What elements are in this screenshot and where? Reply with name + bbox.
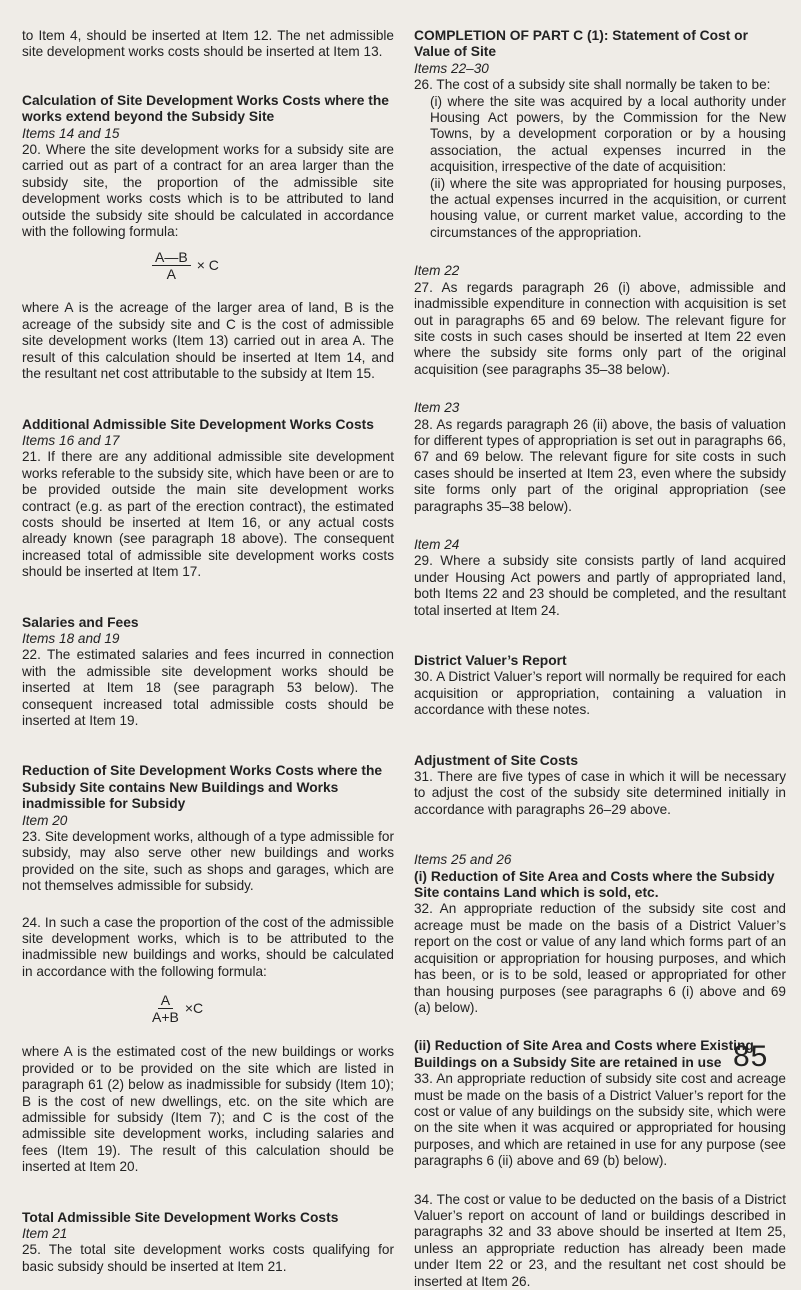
fraction xyxy=(152,249,191,282)
paragraph-26-i: (i) where the site was acquired by a local authority under Housing Act powers, by the Commission for the New Towns, by a development corporation or by a housing association, the actual expenses incurred in the acquisition, irrespective of the date of acquisition: xyxy=(430,93,786,175)
left-column xyxy=(22,28,394,1275)
fraction-numerator: A xyxy=(158,992,173,1009)
formula-multiplier: ×C xyxy=(184,1000,204,1017)
paragraph-30: 30. A District Valuer’s report will normally be required for each acquisition or appropriation, containing a valuation in accordance with these notes. xyxy=(414,669,786,718)
paragraph-24: 24. In such a case the proportion of the cost of the admissible site development works, which is to be attributed to the inadmissible new buildings and works, should be calculated in accordance with the following formula: xyxy=(22,914,394,979)
formula-1 xyxy=(152,240,394,290)
paragraph-23: 23. Site development works, although of a type admissible for subsidy, may also serve other new buildings and works provided on the site, such as shops and garages, which are not themselves admissible for subsidy. xyxy=(22,829,394,894)
section-heading: COMPLETION OF PART C (1): Statement of Cost or Value of Site xyxy=(414,28,748,60)
paragraph-21: 21. If there are any additional admissible site development works referable to the subsidy site, which have been or are to be provided outside the main site development works contract (e.g. as part of the erection contract), the estimated costs should be inserted at Item 16, or any actual costs already known (see paragraph 18 above). The consequent increased total of admissible site development works costs should be inserted at Item 17. xyxy=(22,449,394,580)
paragraph-26-ii: (ii) where the site was appropriated for housing purposes, the actual expenses incurred in the acquisition, or current housing value, or current market value, according to the circumstances of the appropriation. xyxy=(430,175,786,240)
paragraph-26: 26. The cost of a subsidy site shall normally be taken to be: xyxy=(414,77,771,93)
paragraph-formula-explanation: where A is the acreage of the larger area of land, B is the acreage of the subsidy site and C is the cost of admissible site development works (Item 13) carried out in area A. The result of this calculation should be inserted at Item 14, and the resultant net cost attributable to the subsidy at Item 15. xyxy=(22,300,394,382)
fraction-numerator: A—B xyxy=(152,249,191,266)
paragraph-31: 31. There are five types of case in which it will be necessary to adjust the cost of the subsidy site determined initially in accordance with paragraphs 26–29 above. xyxy=(414,769,786,817)
items-label: Item 20 xyxy=(22,812,68,828)
items-label: Item 24 xyxy=(414,536,460,552)
items-label: Items 16 and 17 xyxy=(22,432,120,448)
items-label: Items 18 and 19 xyxy=(22,630,120,646)
paragraph-formula-explanation: where A is the estimated cost of the new buildings or works provided or to be provided on the site which are listed in paragraph 61 (2) below as inadmissible for subsidy (Item 10); B is the cost of new dwellings, etc. on the site which are admissible for subsidy (Item 7); and C is the cost of the admissible site development works, including salaries and fees (Item 19). The result of this calculation should be inserted at Item 20. xyxy=(22,1044,394,1175)
items-label: Items 14 and 15 xyxy=(22,125,120,141)
section-heading: (i) Reduction of Site Area and Costs where the Subsidy Site contains Land which is sold, etc. xyxy=(414,868,775,901)
section-heading: Calculation of Site Development Works Costs where the works extend beyond the Subsidy Site xyxy=(22,92,389,125)
paragraph-34: 34. The cost or value to be deducted on the basis of a District Valuer’s report on account of land or buildings described in paragraphs 32 and 33 above should be inserted at Item 25, unless an appropriate reduction has already been made under Item 22 or 23, and the resultant net cost should be inserted at Item 26. xyxy=(414,1191,786,1289)
paragraph-33: 33. An appropriate reduction of subsidy site cost and acreage must be made on the basis of a District Valuer’s report for the cost or value of any buildings on the subsidy site, which were on the site when it was acquired or appropriated for housing purposes, and which are retained in use for any purpose (see paragraphs 6 (ii) above and 69 (b) below). xyxy=(414,1071,786,1169)
section-heading: (ii) Reduction of Site Area and Costs where Existing Buildings on a Subsidy Site are retained in use xyxy=(414,1038,754,1070)
formula-2 xyxy=(152,980,394,1036)
paragraph-20: 20. Where the site development works for a subsidy site are carried out as part of a contract for an area larger than the subsidy site, the proportion of the admissible site development works costs which is to be attributed to land outside the subsidy site should be calculated in accordance with the following formula: xyxy=(22,142,394,240)
items-label: Item 21 xyxy=(22,1225,68,1241)
paragraph-27: 27. As regards paragraph 26 (i) above, admissible and inadmissible expenditure in connection with acquisition is set out in paragraphs 65 and 69 below. The relevant figure for site costs in such cases should be inserted at Item 22 even where the subsidy site forms only part of the original acquisition (see paragraphs 35–38 below). xyxy=(414,279,786,377)
fraction-denominator: A+B xyxy=(152,1008,179,1025)
formula-multiplier: × C xyxy=(196,257,219,274)
page-number: 85 xyxy=(733,1040,769,1073)
paragraph-32: 32. An appropriate reduction of the subsidy site cost and acreage must be made on the basis of a District Valuer’s report on the cost or value of any land which forms part of an acquisition or appropriation for housing purposes, and which has been, or is to be sold, leased or appropriated for other than housing purposes (see paragraphs 6 (i) above and 69 (a) below). xyxy=(414,901,786,1015)
section-heading: Total Admissible Site Development Works Costs xyxy=(22,1209,339,1225)
fraction xyxy=(152,992,179,1025)
paragraph-28: 28. As regards paragraph 26 (ii) above, the basis of valuation for different types of appropriation is set out in paragraphs 66, 67 and 69 below. The relevant figure for site costs in such cases should be inserted at Item 23, even where the subsidy site forms only part of the original appropriation (see paragraphs 35–38 below). xyxy=(414,416,786,514)
right-column xyxy=(414,28,786,1290)
paragraph-29: 29. Where a subsidy site consists partly of land acquired under Housing Act powers and partly of appropriated land, both Items 22 and 23 should be completed, and the resultant total inserted at Item 24. xyxy=(414,553,786,618)
items-label: Items 22–30 xyxy=(414,60,489,76)
section-heading: Reduction of Site Development Works Costs where the Subsidy Site contains New Buildings and Works inadmissible for Subsidy xyxy=(22,763,383,812)
section-heading: Additional Admissible Site Development Works Costs xyxy=(22,416,374,432)
fraction-denominator: A xyxy=(166,265,177,282)
section-heading: Adjustment of Site Costs xyxy=(414,752,579,768)
section-heading: District Valuer’s Report xyxy=(414,653,567,668)
section-heading: Salaries and Fees xyxy=(22,614,139,630)
paragraph-continued: to Item 4, should be inserted at Item 12. The net admissible site development works costs should be inserted at Item 13. xyxy=(22,28,394,60)
items-label: Item 22 xyxy=(414,263,460,279)
paragraph-22: 22. The estimated salaries and fees incurred in connection with the admissible site development works should be inserted at Item 18 (see paragraph 53 below). The consequent increased total admissible costs should be inserted at Item 19. xyxy=(22,647,394,728)
items-label: Items 25 and 26 xyxy=(414,852,512,868)
paragraph-25: 25. The total site development works costs qualifying for basic subsidy should be inserted at Item 21. xyxy=(22,1242,394,1274)
items-label: Item 23 xyxy=(414,400,460,416)
